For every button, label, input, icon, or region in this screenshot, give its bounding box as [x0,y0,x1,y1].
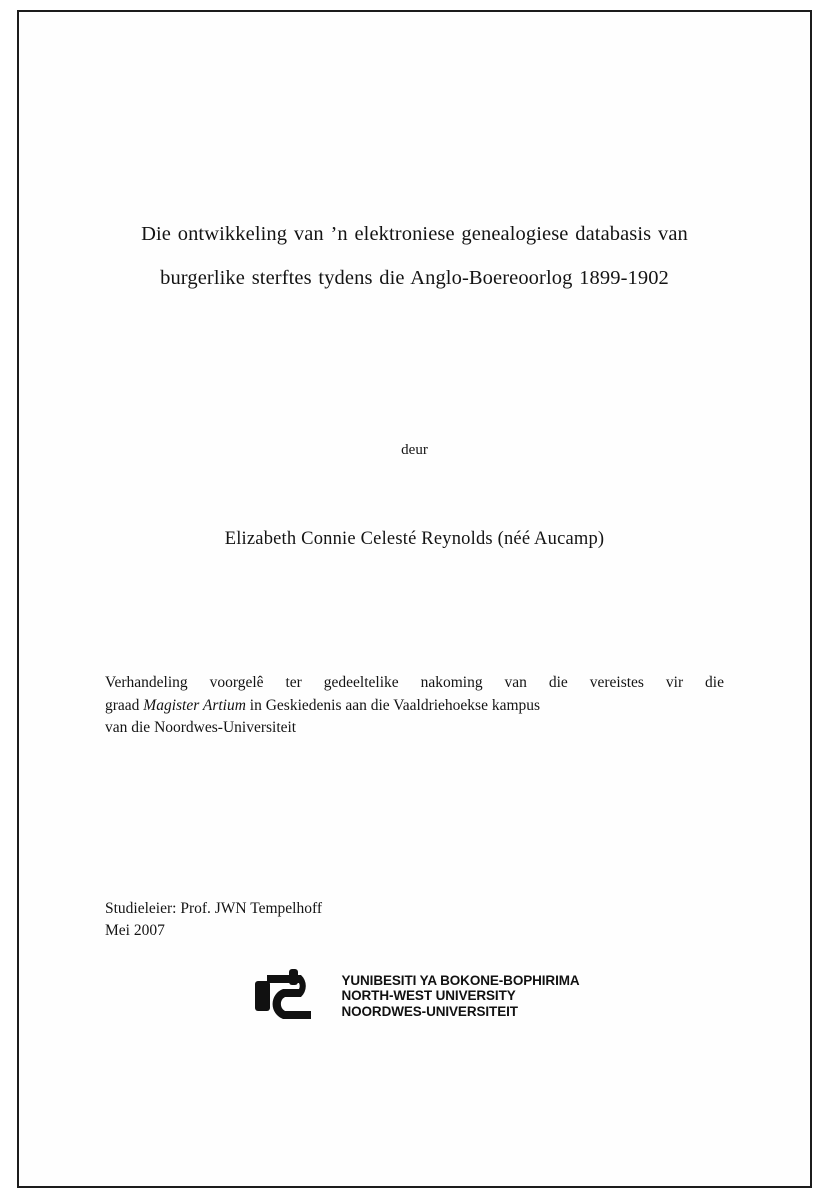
university-logo [19,967,810,1025]
statement-line-3: van die Noordwes-Universiteit [105,719,297,736]
page-content [19,12,810,1186]
statement-line-2 [105,695,724,718]
statement-line-2-pre: graad [105,696,144,714]
author-name: Elizabeth Connie Celesté Reynolds (néé Aucamp) [224,529,605,549]
title-line-1: Die ontwikkeling van ’n elektroniese genealogiese databasis van [141,223,688,245]
logo-text-line-2: NORTH-WEST UNIVERSITY [341,988,516,1004]
page-title [105,212,724,300]
by-label: deur [401,442,428,458]
north-west-university-logo-icon [249,967,333,1025]
logo-text-line-3: NOORDWES-UNIVERSITEIT [341,1003,518,1019]
degree-statement [105,672,724,740]
date-line: Mei 2007 [105,922,165,939]
statement-degree-name: Magister Artium [143,696,246,714]
supervisor-line: Studieleier: Prof. JWN Tempelhoff [105,900,323,917]
supervisor-and-date [105,898,322,942]
title-line-2: burgerlike sterftes tydens die Anglo-Boereoorlog 1899-1902 [160,267,669,289]
statement-line-2-post: in Geskiedenis aan die Vaaldriehoekse kampus [245,696,541,714]
scanned-page [17,10,812,1188]
logo-text-line-1: YUNIBESITI YA BOKONE-BOPHIRIMA [341,972,580,988]
logo-text-block [341,973,579,1020]
statement-line-1: Verhandeling voorgelê ter gedeeltelike nakoming van die vereistes vir die [105,674,724,691]
